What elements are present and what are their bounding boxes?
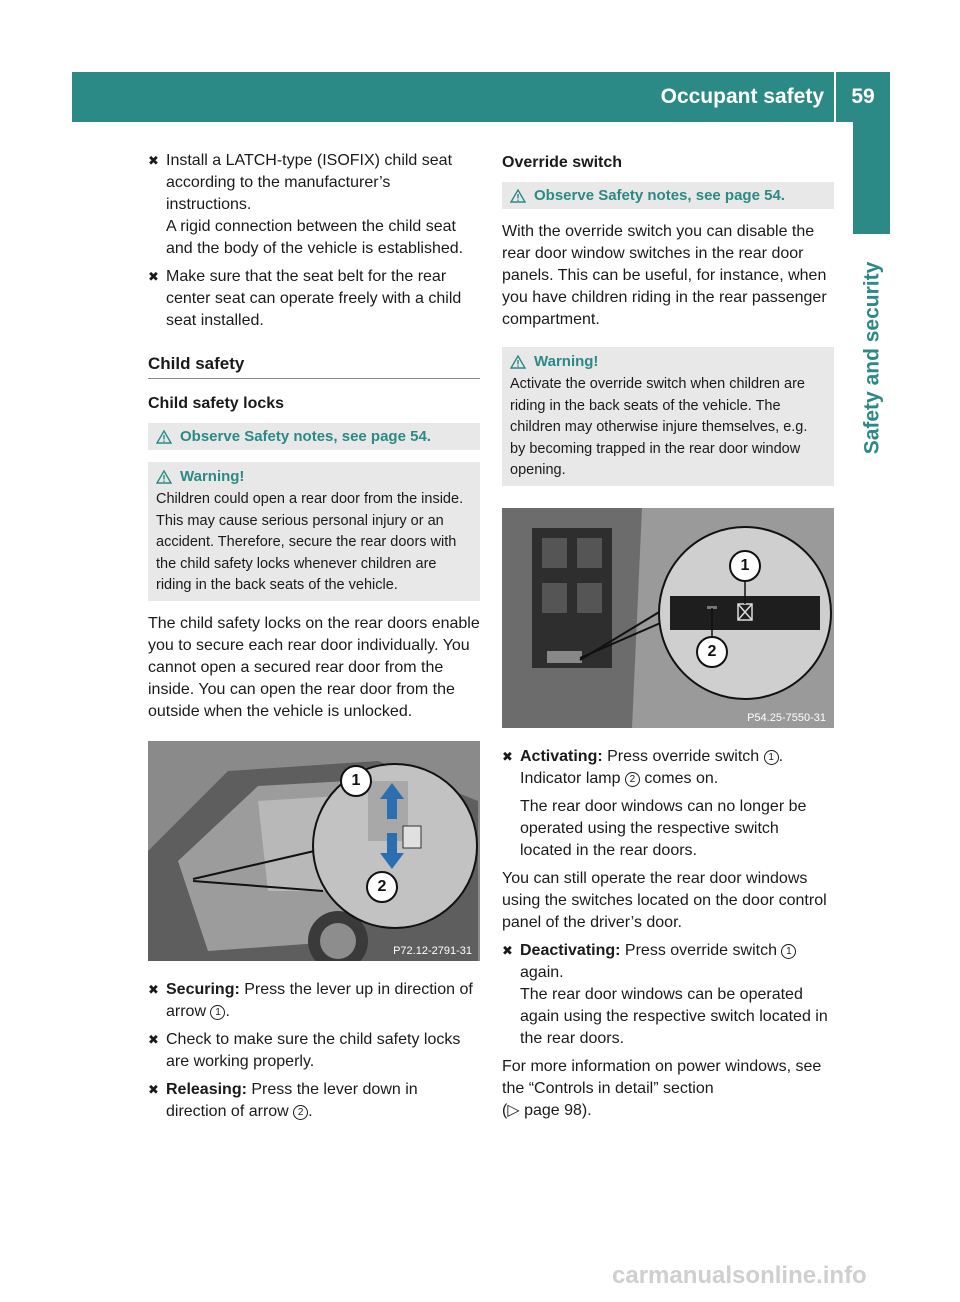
step-line2 xyxy=(520,768,834,790)
header-title: Occupant safety xyxy=(661,72,836,122)
section-title-child-safety: Child safety xyxy=(148,354,480,379)
subsection-title-child-locks: Child safety locks xyxy=(148,395,285,412)
more-info-text: For more information on power windows, see the “Controls in detail” section xyxy=(502,1057,822,1097)
step-text: Press the lever down in direction of arrow xyxy=(166,1080,418,1120)
step-line2-a: Indicator lamp xyxy=(520,769,621,787)
figure-child-lock xyxy=(148,741,480,961)
step-arrow-icon: ✖ xyxy=(148,1081,159,1097)
ref-number: 1 xyxy=(781,944,796,959)
step-label: Deactivating: xyxy=(520,941,621,959)
body-text: You can still operate the rear door windows using the switches located on the door control panel of the driver’s door. xyxy=(502,869,827,931)
safety-note-text: Observe Safety notes, see page 54. xyxy=(180,428,431,445)
ref-number: 2 xyxy=(293,1105,308,1120)
step-text: Check to make sure the child safety locks are working properly. xyxy=(166,1030,461,1070)
ref-number: 1 xyxy=(764,750,779,765)
ref-number: 1 xyxy=(210,1005,225,1020)
step-end: . xyxy=(225,1002,230,1020)
callout-2: 2 xyxy=(696,636,728,668)
step-label: Releasing: xyxy=(166,1080,247,1098)
step-label: Activating: xyxy=(520,747,603,765)
step-text: Press override switch xyxy=(624,941,777,959)
step-arrow-icon: ✖ xyxy=(502,748,513,764)
step-result: The rear door windows can be operated again using the respective switch located in the rear doors. xyxy=(520,985,828,1047)
step-arrow-icon: ✖ xyxy=(148,153,159,168)
step-text: Press override switch xyxy=(607,747,760,765)
page-number: 59 xyxy=(851,85,875,108)
warning-triangle-icon xyxy=(156,430,172,444)
ref-number: 2 xyxy=(625,772,640,787)
callout-1: 1 xyxy=(729,550,761,582)
step-arrow-icon: ✖ xyxy=(148,981,159,997)
more-info xyxy=(502,1056,834,1122)
warning-text: Activate the override switch when children are riding in the back seats of the vehicle. The children may otherwise injure themselves, e.g. by becoming trapped in the rear door window opening. xyxy=(510,376,808,478)
step-result: A rigid connection between the child seat and the body of the vehicle is established. xyxy=(166,218,464,257)
step-line2-b: comes on. xyxy=(644,769,719,787)
warning-head xyxy=(510,353,826,370)
warning-triangle-icon xyxy=(510,355,526,369)
step-arrow-icon: ✖ xyxy=(502,942,513,958)
callout-1: 1 xyxy=(340,765,372,797)
step-line2: again. xyxy=(520,963,564,981)
step-check xyxy=(148,1029,480,1073)
page-reference-link[interactable]: (▷ page 98). xyxy=(502,1101,592,1119)
step-end: . xyxy=(778,747,784,765)
warning-text: Children could open a rear door from the inside. This may cause serious personal injury or an accident. Therefore, secure the rear doors with the child safety locks whenever children are riding in the back seats of the vehicle. xyxy=(156,491,464,593)
step-arrow-icon: ✖ xyxy=(148,1031,159,1047)
left-column xyxy=(148,150,480,1129)
step-text: Make sure that the seat belt for the rear center seat can operate freely with a child seat installed. xyxy=(166,268,462,329)
figure-code: P54.25-7550-31 xyxy=(747,711,826,724)
right-column xyxy=(502,150,834,1128)
warning-head xyxy=(156,468,472,485)
step-deactivating xyxy=(502,940,834,1050)
step-install-seat xyxy=(148,150,480,260)
figure-override-switch xyxy=(502,508,834,728)
safety-note xyxy=(502,182,834,209)
step-label: Securing: xyxy=(166,980,240,998)
safety-note xyxy=(148,423,480,450)
safety-note-text: Observe Safety notes, see page 54. xyxy=(534,187,785,204)
step-securing xyxy=(148,979,480,1023)
step-text: Install a LATCH-type (ISOFIX) child seat according to the manufacturer’s instructions. xyxy=(166,152,453,213)
intro-text: With the override switch you can disable the rear door window switches in the rear door panels. This can be useful, for instance, when you have children riding in the rear passenger compartment. xyxy=(502,223,827,328)
warning-box xyxy=(502,347,834,486)
subsection-title-override: Override switch xyxy=(502,154,623,171)
page-header xyxy=(72,72,890,122)
step-activating xyxy=(502,746,834,862)
warning-triangle-icon xyxy=(510,189,526,203)
callout-2: 2 xyxy=(366,871,398,903)
warning-triangle-icon xyxy=(156,470,172,484)
step-releasing xyxy=(148,1079,480,1123)
warning-box xyxy=(148,462,480,601)
warning-title: Warning! xyxy=(180,468,245,485)
figure-code: P72.12-2791-31 xyxy=(393,944,472,957)
warning-title: Warning! xyxy=(534,353,599,370)
step-result: The rear door windows can no longer be operated using the respective switch located in the rear doors. xyxy=(520,797,807,859)
body-text: The child safety locks on the rear doors enable you to secure each rear door individually. You cannot open a secured rear door from the inside. You can open the rear door from the outside when the vehicle is unlocked. xyxy=(148,614,480,720)
step-text: Press the lever up in direction of arrow xyxy=(166,980,473,1020)
side-tab-label-wrap xyxy=(852,234,892,482)
car-door-illustration xyxy=(148,741,480,961)
footer-watermark: carmanualsonline.info xyxy=(612,1262,867,1289)
step-seat-belt xyxy=(148,266,480,332)
step-end: . xyxy=(308,1102,313,1120)
side-tab-label: Safety and security xyxy=(860,261,883,455)
door-panel-illustration xyxy=(502,508,834,728)
step-arrow-icon: ✖ xyxy=(148,269,159,284)
